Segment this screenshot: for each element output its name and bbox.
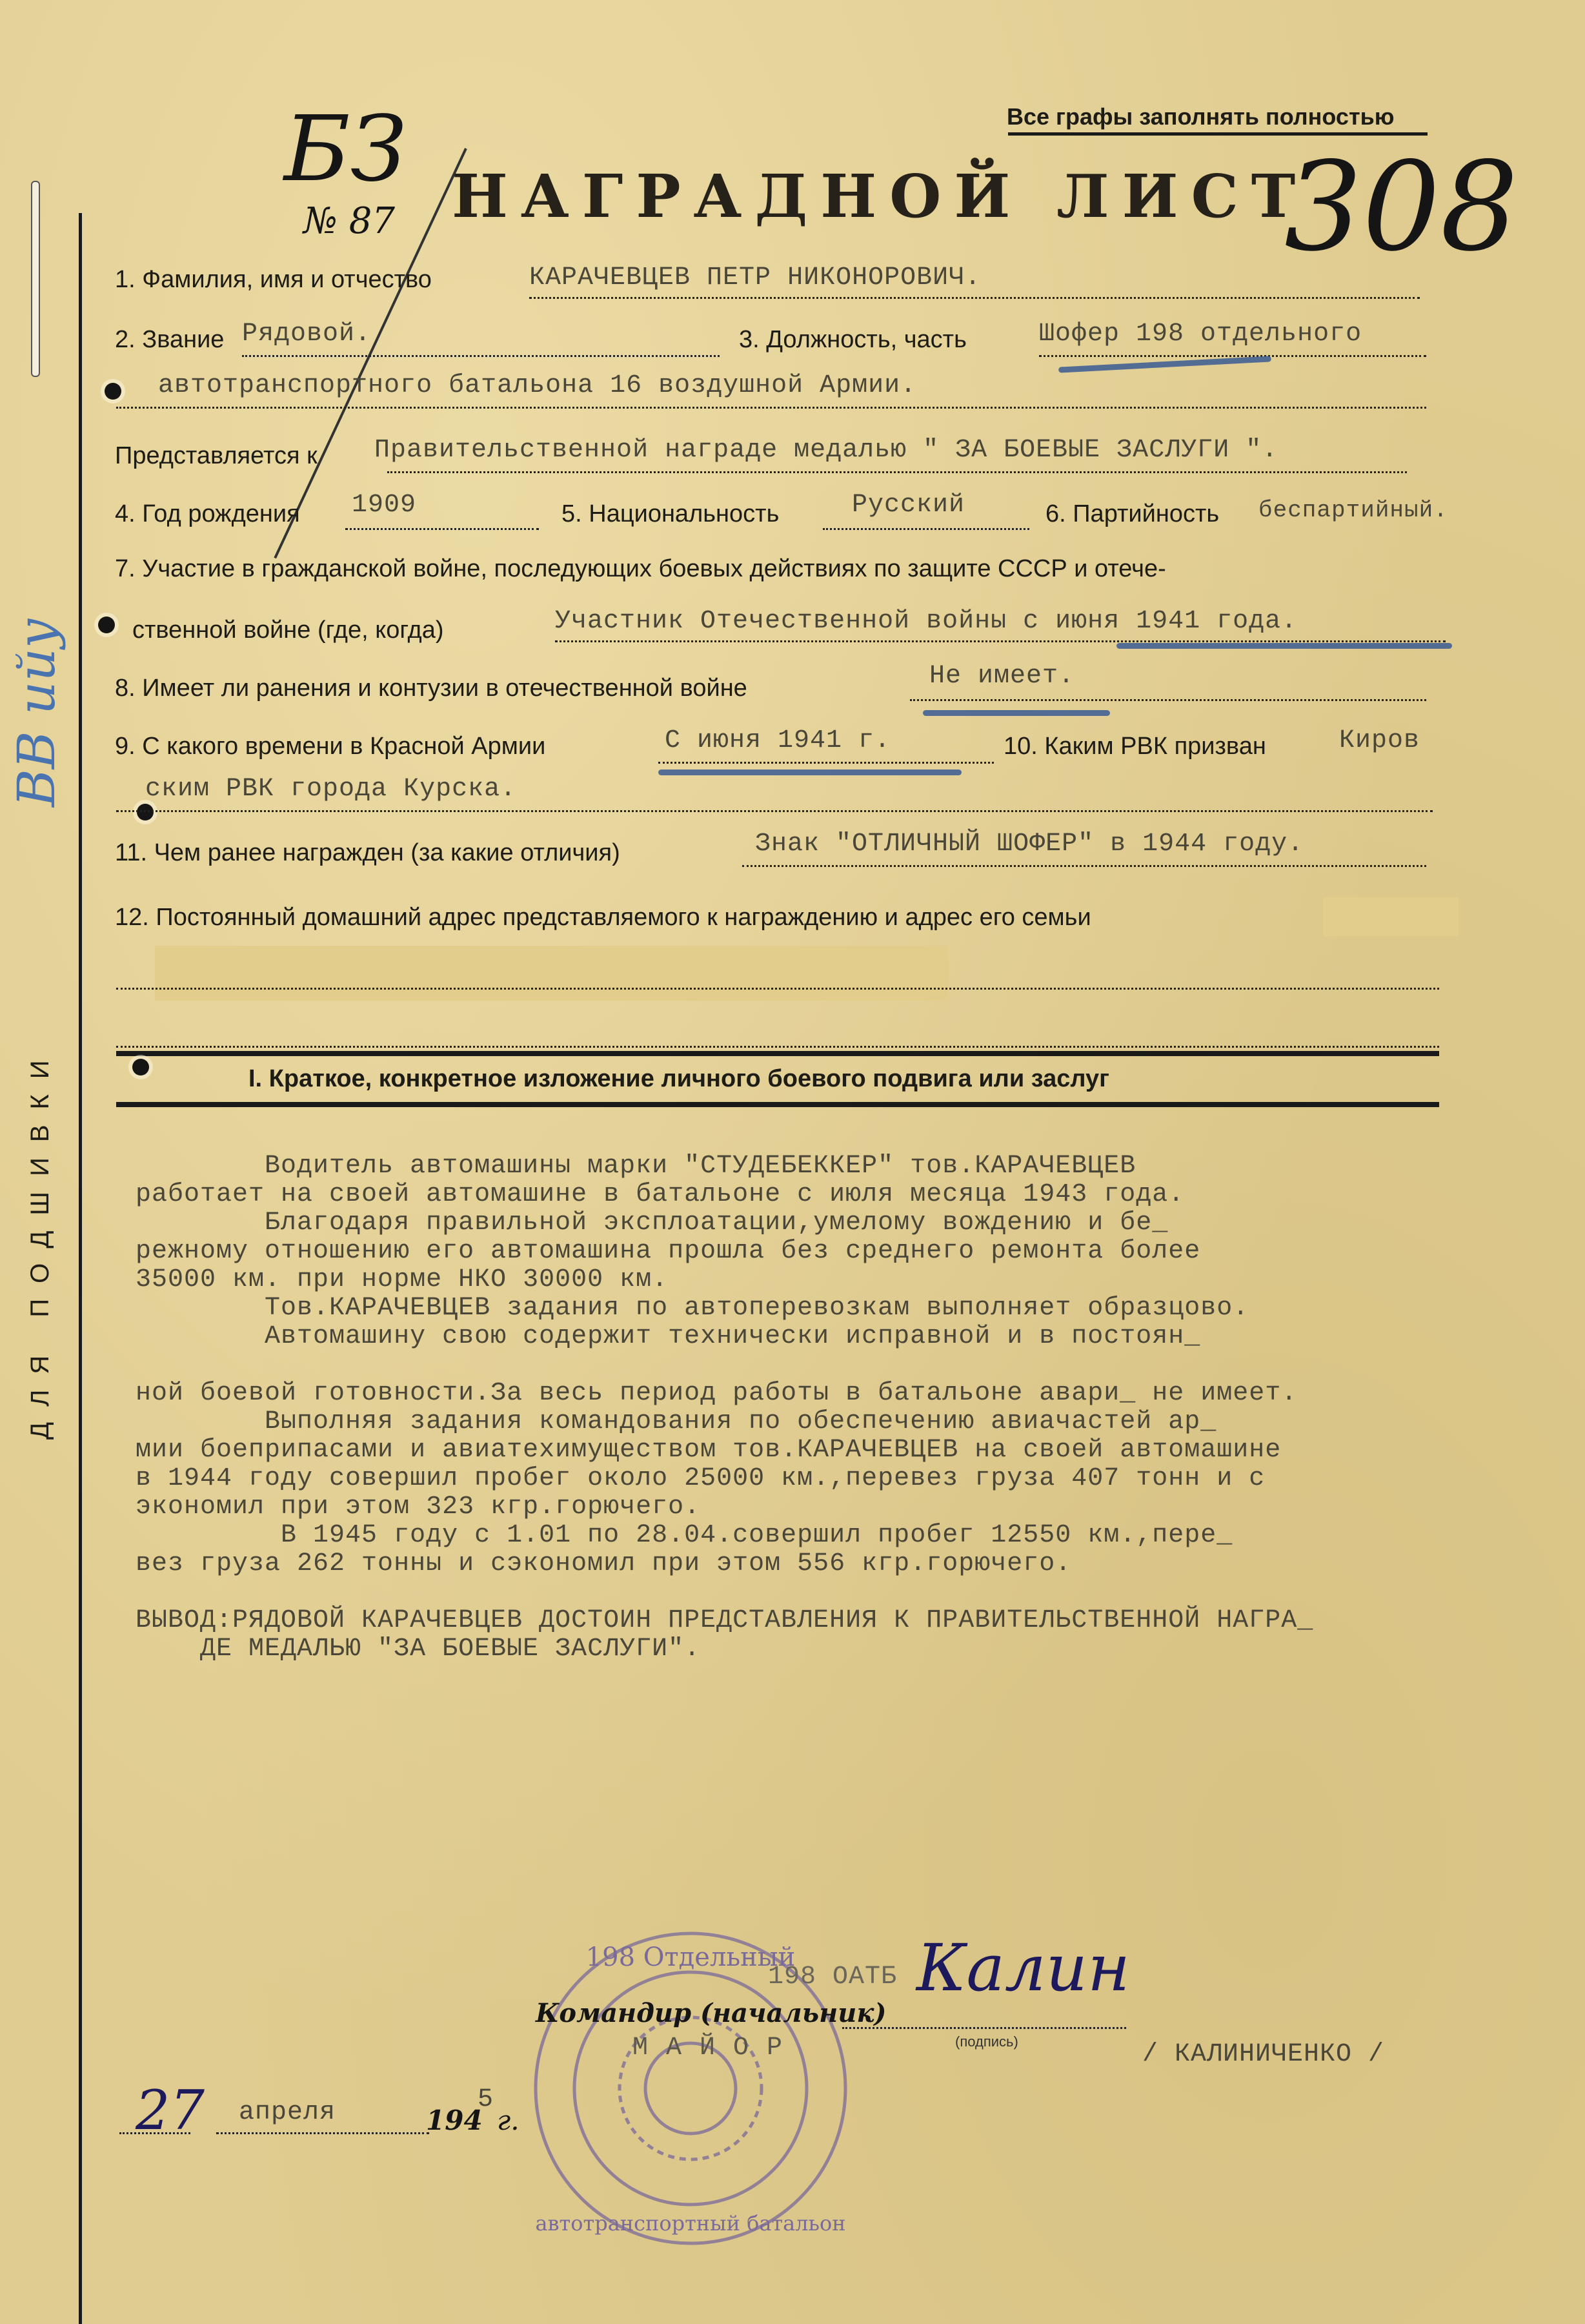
- field-4-value: 1909: [352, 491, 417, 520]
- field-9-line: [658, 762, 994, 764]
- field-8-line: [910, 699, 1426, 701]
- official-stamp: [510, 1908, 871, 2269]
- field-3-value-line-2: автотранспортного батальона 16 воздушной Армии.: [158, 371, 917, 400]
- narrative-line: вез груза 262 тонны и сэкономил при этом 556 кгр.горючего.: [136, 1549, 1072, 1578]
- field-9-label: 9. С какого времени в Красной Армии: [115, 733, 546, 760]
- field-5-label: 5. Национальность: [561, 500, 780, 527]
- narrative-line: ной боевой готовности.За весь период работы в батальоне авари_ не имеет.: [136, 1379, 1298, 1408]
- field-3-line: [1039, 355, 1426, 357]
- instruction-note: Все графы заполнять полностью: [1007, 103, 1395, 130]
- handwritten-number: 308: [1284, 136, 1519, 278]
- redacted-address-2: [155, 946, 949, 1001]
- handwritten-mark-top-left: БЗ: [284, 97, 407, 202]
- page-title: НАГРАДНОЙ ЛИСТ: [452, 161, 1309, 231]
- narrative-line: [136, 1578, 1555, 1607]
- stamp-text-top: 198 Отдельный: [585, 1942, 796, 1972]
- signature-caption: (подпись): [955, 2034, 1018, 2050]
- award-value: Правительственной награде медалью " ЗА БОЕВЫЕ ЗАСЛУГИ ".: [374, 436, 1278, 465]
- punch-hole: [98, 617, 115, 633]
- field-4-line: [345, 528, 539, 530]
- field-10-line-2: [116, 810, 1433, 812]
- field-1-value: КАРАЧЕВЦЕВ ПЕТР НИКОНОРОВИЧ.: [529, 263, 982, 292]
- field-11-label: 11. Чем ранее награжден (за какие отличия): [115, 839, 620, 866]
- narrative-line: ВЫВОД:РЯДОВОЙ КАРАЧЕВЦЕВ ДОСТОИН ПРЕДСТАВЛЕНИЯ К ПРАВИТЕЛЬСТВЕННОЙ НАГРА_: [136, 1606, 1314, 1635]
- date-year-suffix: 5: [478, 2085, 494, 2114]
- narrative-line: мии боеприпасами и авиатехимуществом тов.КАРАЧЕВЦЕВ на своей автомашине: [136, 1436, 1282, 1465]
- narrative-line: 35000 км. при норме НКО 30000 км.: [136, 1265, 669, 1294]
- binding-margin-line: [79, 213, 82, 2324]
- field-7-line: [555, 640, 1446, 642]
- field-10-value-line-2: ским РВК города Курска.: [145, 775, 517, 804]
- field-6-value: беспартийный.: [1258, 497, 1448, 524]
- narrative-line: режному отношению его автомашина прошла без среднего ремонта более: [136, 1237, 1201, 1266]
- field-3-value-line-1: Шофер 198 отдельного: [1039, 320, 1362, 349]
- margin-handwriting: ВВ ийу: [6, 618, 66, 807]
- section-rule-top: [116, 1051, 1439, 1056]
- handwritten-mark-under-title: № 87: [303, 200, 396, 242]
- award-label: Представляется к: [115, 442, 318, 469]
- signature-line: [842, 2027, 1126, 2029]
- staple: [31, 181, 40, 377]
- section-heading: I. Краткое, конкретное изложение личного боевого подвига или заслуг: [248, 1065, 1109, 1092]
- narrative-line: В 1945 году с 1.01 по 28.04.совершил пробег 12550 км.,пере_: [136, 1521, 1233, 1550]
- field-7-value: Участник Отечественной войны с июня 1941 года.: [555, 607, 1298, 636]
- date-day-line: [119, 2132, 190, 2134]
- field-12-line-2: [116, 1046, 1439, 1048]
- award-line: [387, 471, 1407, 473]
- commander-label: Командир (начальник): [536, 1998, 887, 2028]
- field-11-value: Знак "ОТЛИЧНЫЙ ШОФЕР" в 1944 году.: [755, 830, 1304, 859]
- field-8-value: Не имеет.: [929, 662, 1075, 691]
- unit-typed: 198 ОАТБ: [768, 1962, 898, 1992]
- narrative-line: экономил при этом 323 кгр.горючего.: [136, 1493, 701, 1522]
- date-day: 27: [136, 2079, 205, 2142]
- narrative-line: Водитель автомашины марки "СТУДЕБЕККЕР" тов.КАРАЧЕВЦЕВ: [136, 1152, 1136, 1181]
- punch-hole: [132, 1059, 149, 1075]
- section-rule-bottom: [116, 1102, 1439, 1107]
- field-9-value: С июня 1941 г.: [665, 726, 891, 755]
- field-7-label-line-1: 7. Участие в гражданской войне, последующих боевых действиях по защите СССР и отече-: [115, 555, 1166, 582]
- field-8-label: 8. Имеет ли ранения и контузии в отечественной войне: [115, 675, 747, 702]
- narrative-line: ДЕ МЕДАЛЬЮ "ЗА БОЕВЫЕ ЗАСЛУГИ".: [136, 1635, 701, 1664]
- narrative-line: Выполняя задания командования по обеспечению авиачастей ар_: [136, 1407, 1217, 1436]
- date-year-unit: г.: [497, 2105, 520, 2136]
- field-10-value-line-1: Киров: [1339, 726, 1420, 755]
- stamp-text-bottom: автотранспортный батальон: [535, 2211, 846, 2236]
- pencil-underline: [658, 770, 962, 775]
- narrative-body: [136, 1152, 1555, 1664]
- field-7-label-line-2: ственной войне (где, когда): [132, 617, 444, 644]
- margin-label: [26, 1045, 55, 1440]
- punch-hole: [137, 804, 154, 821]
- field-11-line: [742, 865, 1426, 867]
- margin-label-text: ДЛЯ ПОДШИВКИ: [26, 1045, 54, 1440]
- field-3-label: 3. Должность, часть: [739, 326, 967, 353]
- narrative-line: в 1944 году совершил пробег около 25000 км.,перевез груза 407 тонн и с: [136, 1464, 1266, 1493]
- pencil-underline: [1116, 643, 1452, 649]
- narrative-line: Тов.КАРАЧЕВЦЕВ задания по автоперевозкам выполняет образцово.: [136, 1294, 1249, 1323]
- signer-name: / КАЛИНИЧЕНКО /: [1142, 2040, 1385, 2069]
- narrative-line: Благодаря правильной эксплоатации,умелому вождению и бе_: [136, 1208, 1169, 1238]
- field-10-label: 10. Каким РВК призван: [1004, 733, 1266, 760]
- field-2-line: [242, 355, 720, 357]
- rank-typed: МАЙОР: [632, 2034, 801, 2063]
- punch-hole: [105, 383, 121, 400]
- narrative-line: Автомашину свою содержит технически исправной и в постоян_: [136, 1322, 1201, 1351]
- field-5-value: Русский: [852, 491, 965, 520]
- date-year-prefix: 194: [426, 2105, 483, 2136]
- redacted-address-1: [1323, 897, 1459, 936]
- field-1-label: 1. Фамилия, имя и отчество: [115, 266, 432, 293]
- signature-scrawl: Калин: [916, 1930, 1130, 2006]
- date-month-line: [216, 2132, 429, 2134]
- field-2-value: Рядовой.: [242, 320, 372, 349]
- pencil-underline: [923, 710, 1110, 716]
- field-12-line: [116, 988, 1439, 990]
- narrative-line: работает на своей автомашине в батальоне с июля месяца 1943 года.: [136, 1180, 1185, 1209]
- field-2-label: 2. Звание: [115, 326, 225, 353]
- field-3-line-2: [116, 407, 1426, 409]
- field-12-label: 12. Постоянный домашний адрес представляемого к награждению и адрес его семьи: [115, 904, 1091, 931]
- narrative-line: [136, 1351, 1555, 1380]
- field-6-label: 6. Партийность: [1045, 500, 1220, 527]
- field-4-label: 4. Год рождения: [115, 500, 300, 527]
- field-1-line: [529, 297, 1420, 299]
- date-month: апреля: [239, 2098, 336, 2127]
- field-5-line: [823, 528, 1029, 530]
